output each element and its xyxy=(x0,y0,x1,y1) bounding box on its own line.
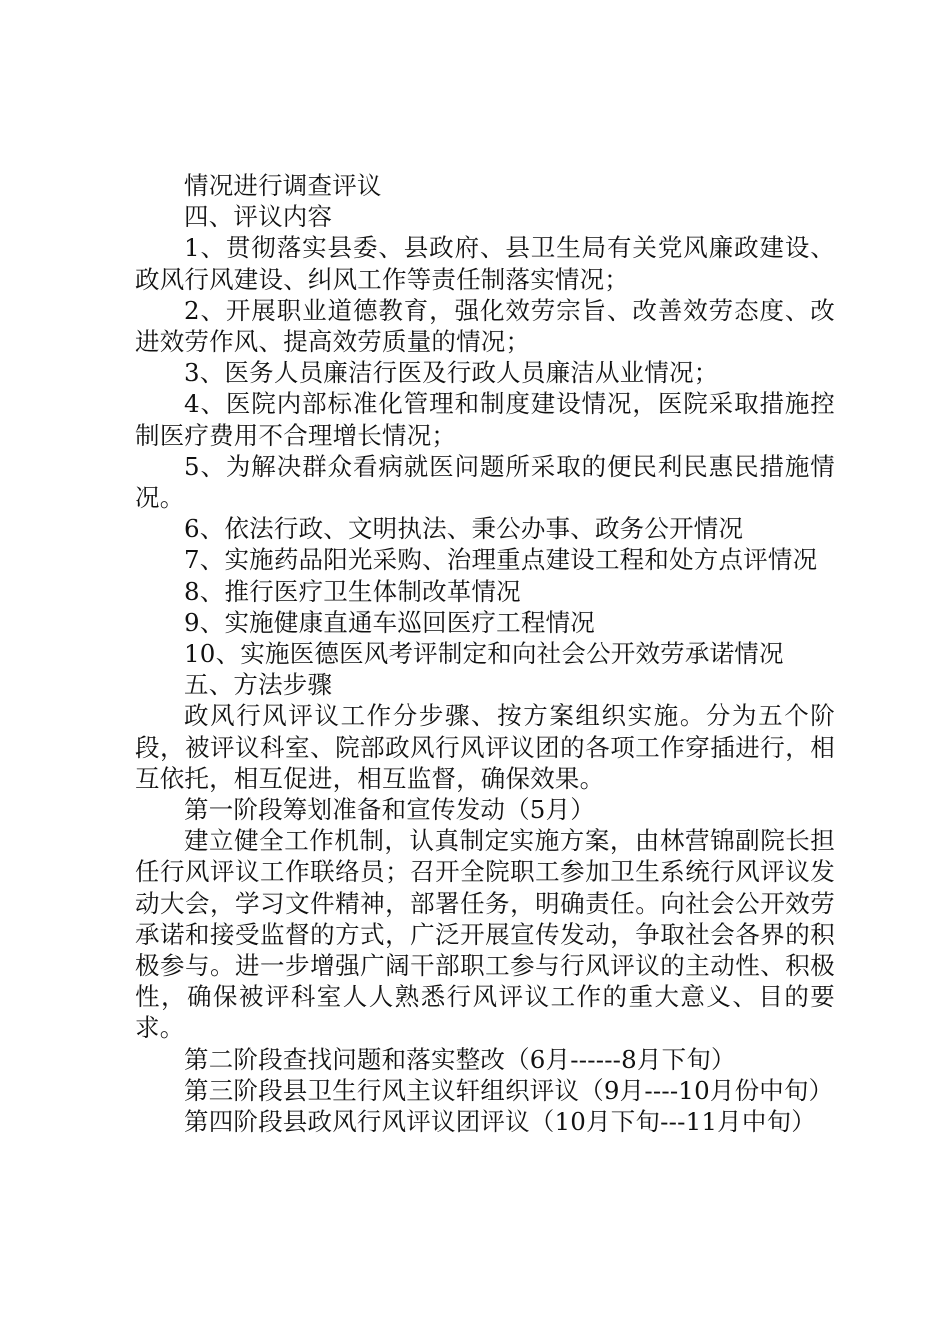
list-item-10: 10、实施医德医风考评制定和向社会公开效劳承诺情况 xyxy=(184,639,784,669)
list-item-3: 3、医务人员廉洁行医及行政人员廉洁从业情况； xyxy=(184,358,719,388)
stage-heading-1: 第一阶段筹划准备和宣传发动（5月） xyxy=(184,795,595,825)
paragraph-method-overview: 政风行风评议工作分步骤、按方案组织实施。分为五个阶段，被评议科室、院部政风行风评议团的各项工作穿插进行，相互依托，相互促进，相互监督，确保效果。 xyxy=(135,701,835,793)
stage-heading-2: 第二阶段查找问题和落实整改（6月------8月下旬） xyxy=(184,1044,736,1074)
list-item-8: 8、推行医疗卫生体制改革情况 xyxy=(184,576,521,606)
stage-heading-4: 第四阶段县政风行风评议团评议（10月下旬---11月中旬） xyxy=(184,1107,816,1137)
stage-heading-3: 第三阶段县卫生行风主议轩组织评议（9月----10月份中旬） xyxy=(184,1075,834,1105)
section-heading-evaluation-content: 四、评议内容 xyxy=(184,202,333,232)
list-item-9: 9、实施健康直通车巡回医疗工程情况 xyxy=(184,607,595,637)
list-item-4: 4、医院内部标准化管理和制度建设情况，医院采取措施控制医疗费用不合理增长情况； xyxy=(135,389,835,450)
document-body xyxy=(135,170,835,1137)
list-item-7: 7、实施药品阳光采购、治理重点建设工程和处方点评情况 xyxy=(184,545,818,575)
list-item-2: 2、开展职业道德教育，强化效劳宗旨、改善效劳态度、改进效劳作风、提高效劳质量的情况； xyxy=(135,295,835,357)
paragraph-survey-continuation: 情况进行调查评议 xyxy=(184,171,382,200)
paragraph-stage-1-detail: 建立健全工作机制，认真制定实施方案，由林营锦副院长担任行风评议工作联络员；召开全院职工参加卫生系统行风评议发动大会，学习文件精神，部署任务，明确责任。向社会公开效劳承诺和接受监督的方式，广泛开展宣传发动，争取社会各界的积极参与。进一步增强广阔干部职工参与行风评议的主动性、积极性，确保被评科室人人熟悉行风评议工作的重大意义、目的要求。 xyxy=(135,826,835,1043)
list-item-6: 6、依法行政、文明执法、秉公办事、政务公开情况 xyxy=(184,514,744,544)
section-heading-method-steps: 五、方法步骤 xyxy=(184,670,333,700)
list-item-1: 1、贯彻落实县委、县政府、县卫生局有关党风廉政建设、政风行风建设、纠风工作等责任制落实情况； xyxy=(135,233,835,294)
list-item-5: 5、为解决群众看病就医问题所采取的便民利民惠民措施情况。 xyxy=(135,451,835,513)
